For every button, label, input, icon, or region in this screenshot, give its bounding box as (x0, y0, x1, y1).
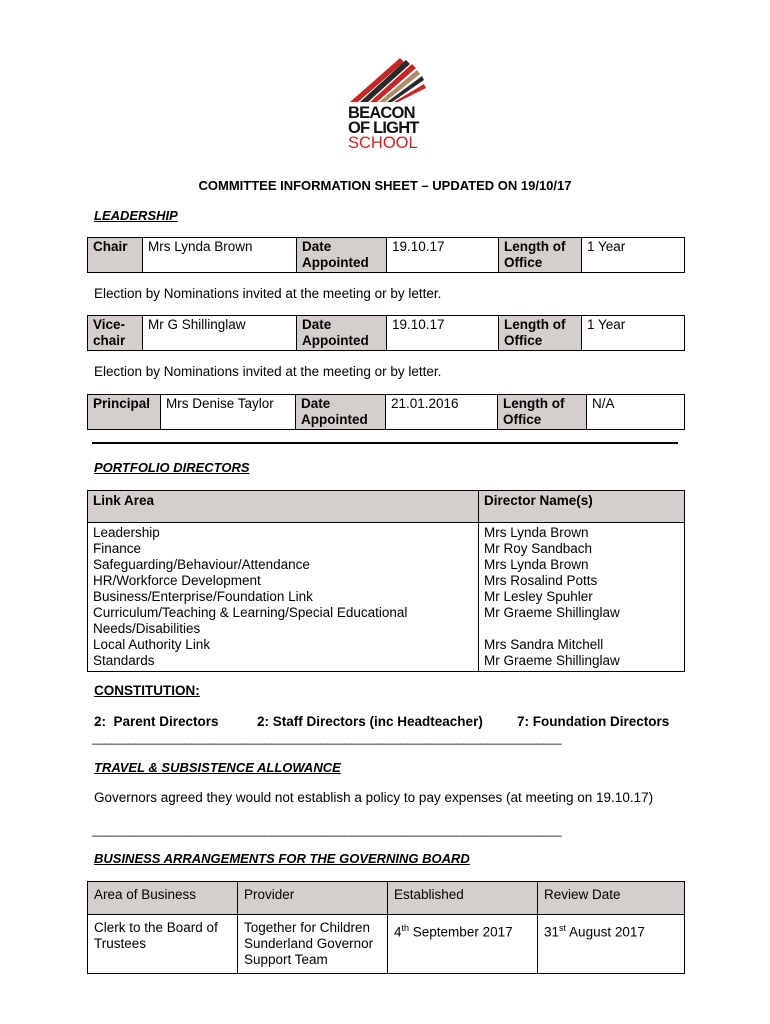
list-item: HR/Workforce Development (93, 573, 261, 588)
list-item: Mr Lesley Spuhler (484, 589, 593, 604)
leadership-heading: LEADERSHIP (94, 208, 178, 223)
chair-date: 19.10.17 (387, 238, 499, 273)
list-item: Standards (93, 653, 155, 668)
provider-header: Provider (238, 882, 388, 915)
constitution-parent: 2: Parent Directors (94, 714, 219, 729)
election-note-2: Election by Nominations invited at the meeting or by letter. (94, 364, 442, 379)
constitution-heading: CONSTITUTION: (94, 683, 200, 698)
chair-role: Chair (88, 238, 143, 273)
principal-length-label: Length of Office (498, 395, 587, 430)
chair-date-label: Date Appointed (297, 238, 387, 273)
list-item: Safeguarding/Behaviour/Attendance (93, 557, 310, 572)
logo-line-3: SCHOOL (348, 134, 418, 152)
business-heading: BUSINESS ARRANGEMENTS FOR THE GOVERNING BOARD (94, 851, 470, 866)
link-area-header: Link Area (88, 491, 479, 523)
chair-length-label: Length of Office (499, 238, 582, 273)
list-item: Mr Roy Sandbach (484, 541, 593, 556)
business-table (87, 881, 685, 974)
logo-line-2: OF LIGHT (348, 119, 419, 137)
list-item: Mrs Rosalind Potts (484, 573, 598, 588)
vice-chair-role: Vice-chair (88, 316, 143, 351)
list-item: Mrs Lynda Brown (484, 525, 589, 540)
separator-line: ____________________________________________________________________________ (92, 823, 562, 837)
list-item: Mrs Lynda Brown (484, 557, 589, 572)
list-item: Local Authority Link (93, 637, 211, 652)
school-logo (344, 58, 428, 160)
travel-text: Governors agreed they would not establish a policy to pay expenses (at meeting on 19.10.17) (94, 790, 654, 805)
list-item: Business/Enterprise/Foundation Link (93, 589, 313, 604)
vice-chair-date: 19.10.17 (387, 316, 499, 351)
review-date-header: Review Date (538, 882, 685, 915)
provider-cell: Together for Children Sunderland Governor Support Team (238, 915, 388, 974)
vice-chair-length: 1 Year (582, 316, 685, 351)
principal-length: N/A (587, 395, 685, 430)
section-divider (92, 442, 678, 444)
portfolio-heading: PORTFOLIO DIRECTORS (94, 460, 250, 475)
constitution-staff: 2: Staff Directors (inc Headteacher) (257, 714, 483, 729)
area-header: Area of Business (88, 882, 238, 915)
director-cell-2 (479, 637, 685, 672)
portfolio-table (87, 490, 685, 672)
principal-date: 21.01.2016 (386, 395, 498, 430)
principal-date-label: Date Appointed (296, 395, 386, 430)
vice-chair-table (87, 315, 685, 351)
vice-chair-date-label: Date Appointed (297, 316, 387, 351)
vice-chair-length-label: Length of Office (499, 316, 582, 351)
beacon-rays-icon (344, 58, 428, 106)
director-names-header: Director Name(s) (479, 491, 685, 523)
list-item: Finance (93, 541, 142, 556)
separator-line: ____________________________________________________________________________ (92, 731, 562, 745)
link-area-cell-2 (88, 637, 479, 672)
link-area-cell (88, 523, 479, 638)
established-cell: 4th September 2017 (388, 915, 538, 974)
list-item: Mrs Sandra Mitchell (484, 637, 604, 652)
list-item: Mr Graeme Shillinglaw (484, 605, 620, 620)
constitution-foundation: 7: Foundation Directors (517, 714, 670, 729)
travel-heading: TRAVEL & SUBSISTENCE ALLOWANCE (94, 760, 341, 775)
principal-table (87, 394, 685, 430)
established-header: Established (388, 882, 538, 915)
page-title: COMMITTEE INFORMATION SHEET – UPDATED ON 19/10/17 (198, 178, 572, 193)
election-note-1: Election by Nominations invited at the meeting or by letter. (94, 286, 442, 301)
director-cell (479, 523, 685, 638)
list-item: Curriculum/Teaching & Learning/Special Educational Needs/Disabilities (93, 605, 408, 636)
principal-name: Mrs Denise Taylor (161, 395, 296, 430)
list-item: Leadership (93, 525, 160, 540)
vice-chair-name: Mr G Shillinglaw (143, 316, 297, 351)
principal-role: Principal (88, 395, 161, 430)
list-item: Mr Graeme Shillinglaw (484, 653, 620, 668)
chair-name: Mrs Lynda Brown (143, 238, 297, 273)
area-cell: Clerk to the Board of Trustees (88, 915, 238, 974)
chair-table (87, 237, 685, 273)
chair-length: 1 Year (582, 238, 685, 273)
review-date-cell: 31st August 2017 (538, 915, 685, 974)
logo-line-1: BEACON (348, 104, 415, 122)
